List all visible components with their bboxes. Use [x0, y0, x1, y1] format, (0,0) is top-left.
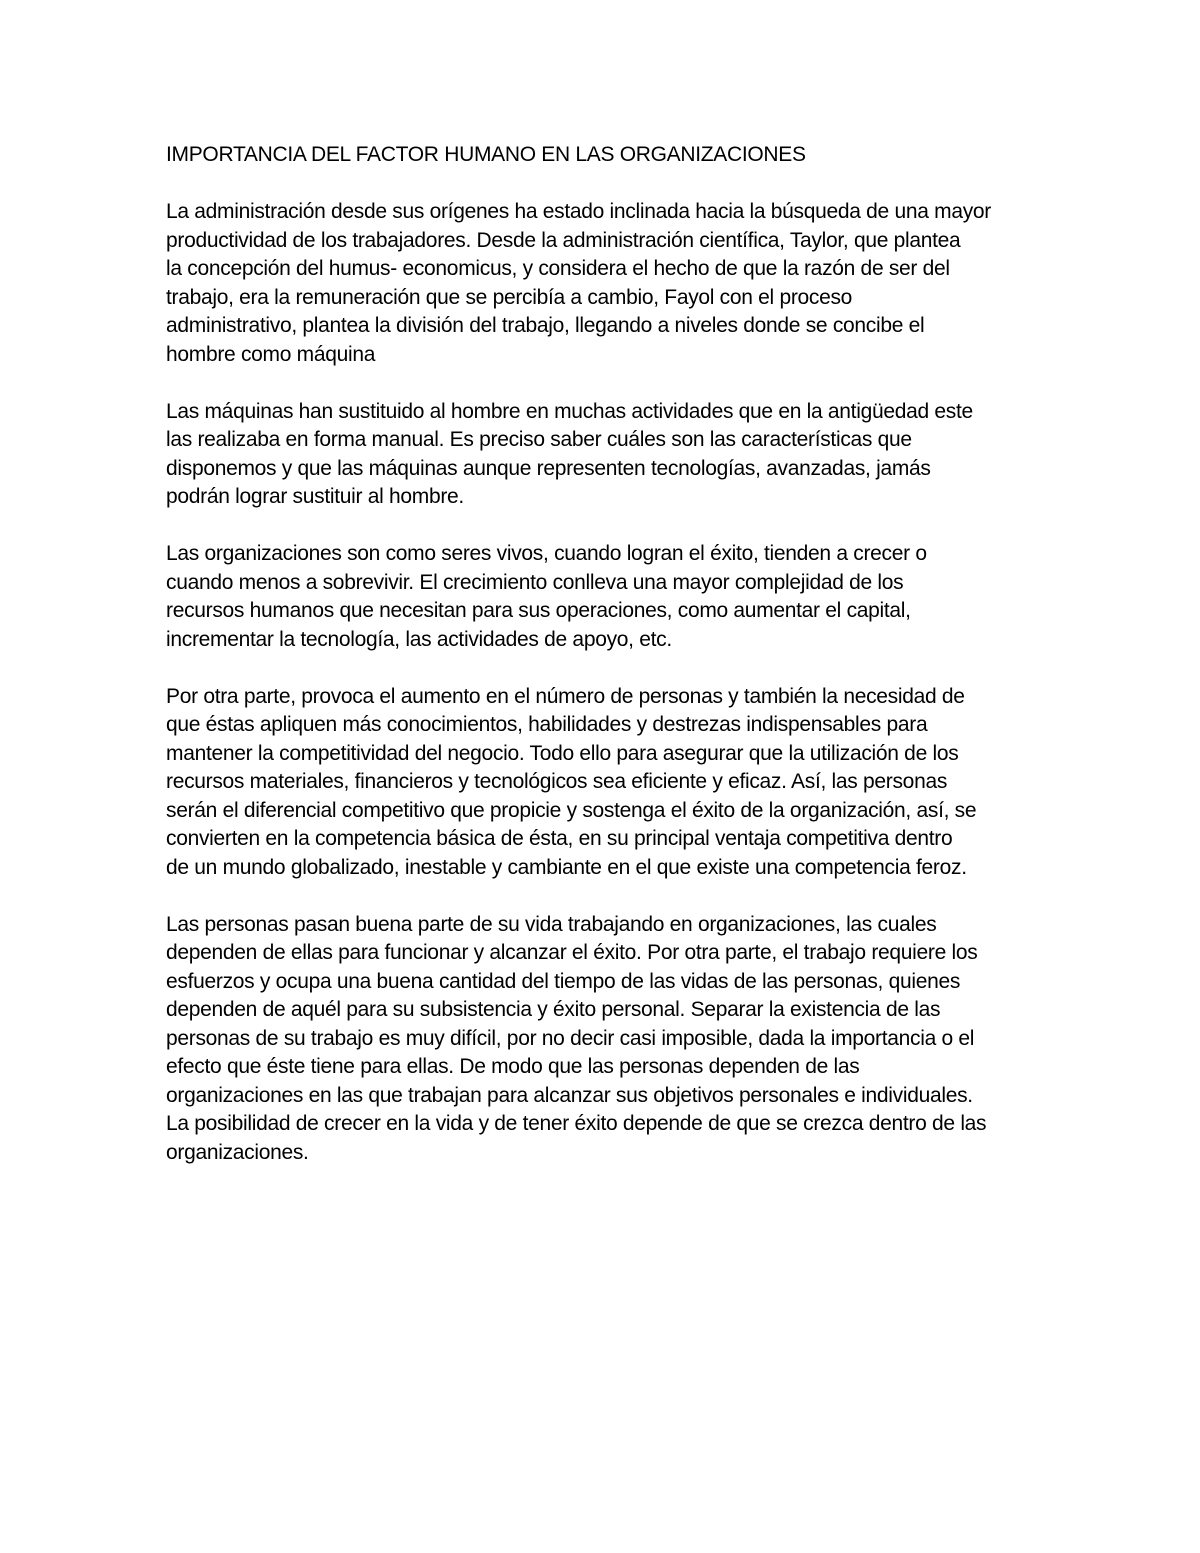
document-page [166, 141, 1046, 1196]
paragraph-line: La posibilidad de crecer en la vida y de tener éxito depende de que se crezca dentro de las [166, 1112, 987, 1135]
paragraph-line: incrementar la tecnología, las actividades de apoyo, etc. [166, 627, 672, 651]
paragraph-line: recursos humanos que necesitan para sus operaciones, como aumentar el capital, [166, 599, 911, 622]
paragraph-line: mantener la competitividad del negocio. Todo ello para asegurar que la utilización de los [166, 741, 959, 765]
paragraph-line: Las organizaciones son como seres vivos, cuando logran el éxito, tienden a crecer o [166, 542, 927, 565]
paragraph-line: efecto que éste tiene para ellas. De modo que las personas dependen de las [166, 1055, 860, 1078]
paragraph-line: recursos materiales, financieros y tecnológicos sea eficiente y eficaz. Así, las personas [166, 770, 948, 793]
paragraph-line: productividad de los trabajadores. Desde la administración científica, Taylor, que plantea [166, 228, 961, 252]
paragraph-4 [166, 683, 1046, 883]
paragraph-line: de un mundo globalizado, inestable y cambiante en el que existe una competencia feroz. [166, 855, 967, 879]
paragraph-line: cuando menos a sobrevivir. El crecimiento conlleva una mayor complejidad de los [166, 570, 904, 594]
paragraph-line: la concepción del humus- economicus, y considera el hecho de que la razón de ser del [166, 257, 950, 280]
paragraph-line: serán el diferencial competitivo que propicie y sostenga el éxito de la organización, así, se [166, 798, 977, 822]
paragraph-line: las realizaba en forma manual. Es preciso saber cuáles son las características que [166, 428, 912, 451]
paragraph-line: esfuerzos y ocupa una buena cantidad del tiempo de las vidas de las personas, quienes [166, 969, 961, 993]
paragraph-line: podrán lograr sustituir al hombre. [166, 485, 464, 508]
paragraph-1 [166, 198, 1046, 369]
paragraph-5 [166, 911, 1046, 1168]
document-title: IMPORTANCIA DEL FACTOR HUMANO EN LAS ORGANIZACIONES [166, 143, 806, 166]
paragraph-line: que éstas apliquen más conocimientos, habilidades y destrezas indispensables para [166, 713, 928, 736]
paragraph-line: personas de su trabajo es muy difícil, por no decir casi imposible, dada la importancia o el [166, 1026, 975, 1050]
paragraph-line: convierten en la competencia básica de ésta, en su principal ventaja competitiva dentro [166, 827, 953, 850]
paragraph-line: trabajo, era la remuneración que se percibía a cambio, Fayol con el proceso [166, 285, 853, 309]
paragraph-line: disponemos y que las máquinas aunque representen tecnologías, avanzadas, jamás [166, 456, 931, 480]
paragraph-line: Por otra parte, provoca el aumento en el número de personas y también la necesidad de [166, 684, 965, 708]
paragraph-line: Las personas pasan buena parte de su vida trabajando en organizaciones, las cuales [166, 912, 937, 936]
paragraph-3 [166, 540, 1046, 654]
paragraph-line: Las máquinas han sustituido al hombre en muchas actividades que en la antigüedad este [166, 399, 973, 423]
paragraph-line: dependen de ellas para funcionar y alcanzar el éxito. Por otra parte, el trabajo requiere los [166, 941, 978, 964]
paragraph-line: dependen de aquél para su subsistencia y éxito personal. Separar la existencia de las [166, 998, 941, 1021]
paragraph-2 [166, 398, 1046, 512]
paragraph-line: organizaciones en las que trabajan para alcanzar sus objetivos personales e individuales. [166, 1083, 973, 1107]
paragraph-line: hombre como máquina [166, 342, 376, 366]
paragraph-line: organizaciones. [166, 1140, 309, 1164]
paragraph-line: administrativo, plantea la división del trabajo, llegando a niveles donde se concibe el [166, 314, 925, 337]
paragraph-line: La administración desde sus orígenes ha estado inclinada hacia la búsqueda de una mayor [166, 200, 991, 223]
